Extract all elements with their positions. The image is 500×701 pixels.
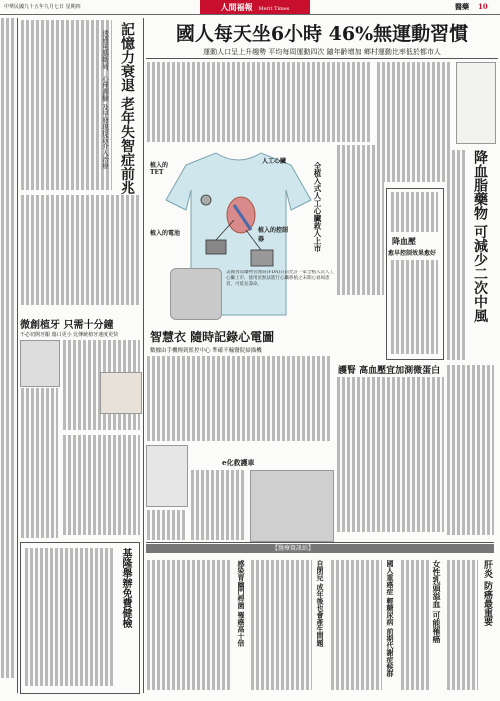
dental-body-2	[20, 388, 58, 538]
ecare-photo-small	[146, 445, 188, 507]
bottom-story-3-body	[330, 560, 382, 690]
bottom-story-1-body	[446, 560, 478, 690]
heart-side-title: 全植入式人工心臟救人上市	[313, 162, 322, 252]
heart-caption: 美國食品藥物管理局(FDA)日前允許一家全植入式人工心臟上市，使用於無法進行心臟移植之末期心衰竭患者，可延長壽命。	[226, 270, 334, 287]
keelung-body	[24, 548, 114, 686]
left-story-body	[20, 20, 112, 190]
bottom-story-5-headline: 感染胃幽門桿菌 罹癌高十倍	[237, 560, 246, 647]
bottom-story-5-body	[146, 560, 232, 690]
left-col-body-3	[62, 435, 140, 535]
page-number: 10	[478, 2, 488, 11]
bp-body	[390, 260, 438, 354]
logo-english: Merit Times	[258, 6, 290, 12]
kidney-body	[336, 377, 444, 532]
left-story-headline: 記憶力衰退 老年失智症前兆	[119, 22, 135, 195]
ecare-body	[190, 470, 246, 540]
bp-subhead: 愈早控制效果愈好	[388, 250, 437, 257]
bottom-story-1-headline: 肝炎 防癌最重要	[482, 560, 492, 627]
bp-body-top	[390, 192, 438, 232]
main-story-body	[146, 62, 371, 142]
smart-clothes-subhead: 數據由手機傳到監控中心 準確不輸醫院掃描機	[150, 348, 262, 354]
dental-photo	[20, 340, 60, 387]
main-story-sidebar	[456, 62, 496, 144]
left-story-body-2	[20, 195, 140, 305]
column-divider-left	[143, 18, 144, 693]
main-subhead: 運動人口呈上升趨勢 平均每周運動四次 隨年齡增加 鄉村運動比率低於都市人	[203, 48, 441, 56]
masthead-logo	[200, 0, 310, 14]
statin-body	[446, 150, 466, 360]
section-name: 醫藥	[455, 2, 469, 11]
ecare-body-2	[146, 510, 186, 540]
bottom-story-4-body	[250, 560, 312, 690]
header-date: 中華民國九十五年九月七日 星期四	[4, 4, 81, 10]
label-heart: 人工心臟	[262, 158, 287, 165]
label-controller: 植入的控制器	[258, 227, 289, 243]
main-headline: 國人每天坐6小時 46%無運動習慣	[175, 23, 469, 45]
dental-headline: 微創植牙 只需十分鐘	[20, 320, 114, 331]
ecare-headline: e化救護車	[222, 458, 255, 467]
smart-clothes-body	[146, 356, 332, 441]
label-tet: 植入的TET	[150, 162, 169, 176]
bottom-story-2-headline: 女性乳頭溢血 可能罹癌	[432, 560, 442, 643]
bottom-story-3-headline: 國人重癌症 輕糖尿病 前期代謝症候群	[386, 560, 395, 677]
dental-subhead: 不必切開牙齦 傷口更小 比傳統植牙速度更快	[20, 332, 119, 338]
ecare-photo	[250, 470, 334, 542]
smart-clothes-headline: 智慧衣 隨時記錄心電圖	[150, 330, 275, 344]
column-divider-edge	[17, 18, 18, 693]
label-battery: 植入的電池	[150, 230, 181, 237]
left-story-subhead: 透過電腦斷層、心理測驗 及早發現提前介入治療	[101, 30, 109, 169]
main-rule	[146, 58, 498, 59]
left-edge-text	[0, 18, 16, 678]
info-banner: 【醫療資訊站】	[146, 544, 494, 553]
heart-device-photo	[170, 268, 222, 320]
kidney-headline: 護腎 高血壓宜加測微蛋白	[338, 366, 441, 376]
bp-headline: 降血壓	[392, 236, 416, 246]
statin-headline: 降血脂藥物 可減少二次中風	[472, 150, 488, 323]
logo-text: 人間福報	[220, 2, 253, 12]
statin-body-2	[446, 365, 494, 535]
bottom-story-2-body	[400, 560, 430, 690]
dental-side-photo	[100, 372, 142, 414]
bottom-story-4-headline: 自閉兒 成年後也會產生問題	[316, 560, 325, 647]
keelung-headline: 基隆舉辦免費健檢	[120, 548, 131, 628]
bottom-rule	[146, 542, 494, 543]
main-story-body-2	[376, 62, 452, 182]
center-right-body	[336, 145, 384, 295]
